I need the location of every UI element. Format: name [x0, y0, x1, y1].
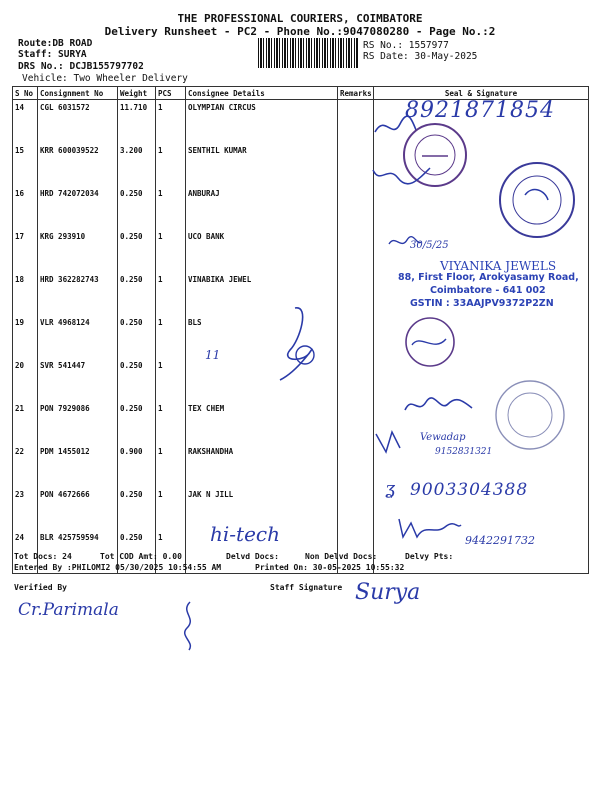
barcode	[258, 38, 358, 68]
drs-number: DRS No.: DCJB155797702	[18, 61, 144, 72]
row24-name-handwritten: hi-tech	[210, 522, 280, 546]
col-pcs: PCS	[156, 87, 186, 100]
sno: 15	[13, 143, 38, 186]
pcs: 1	[156, 272, 186, 315]
consignee: JAK N JILL	[186, 487, 338, 530]
rs-date: RS Date: 30-May-2025	[363, 51, 478, 62]
non-delivered-docs: Non Delvd Docs:	[305, 552, 378, 561]
consignment-no: HRD 362282743	[38, 272, 118, 315]
total-cod-amount: Tot COD Amt: 0.00	[100, 552, 182, 561]
consignment-no: BLR 425759594	[38, 530, 118, 574]
seal-signature	[374, 444, 589, 487]
consignee: BLS	[186, 315, 338, 358]
remarks	[338, 315, 374, 358]
sno: 14	[13, 100, 38, 144]
remarks	[338, 100, 374, 144]
pcs: 1	[156, 100, 186, 144]
consignee: VINABIKA JEWEL	[186, 272, 338, 315]
pcs: 1	[156, 315, 186, 358]
seal-signature	[374, 315, 589, 358]
seal-signature	[374, 272, 589, 315]
row23-sig-mark: ʓ	[385, 478, 396, 499]
consignment-no: KRG 293910	[38, 229, 118, 272]
pcs: 1	[156, 487, 186, 530]
seal-signature	[374, 229, 589, 272]
weight: 0.250	[118, 272, 156, 315]
table-row	[13, 401, 589, 444]
consignment-no: PON 4672666	[38, 487, 118, 530]
sno: 20	[13, 358, 38, 401]
consignee: UCO BANK	[186, 229, 338, 272]
weight: 0.250	[118, 401, 156, 444]
consignment-no: KRR 600039522	[38, 143, 118, 186]
verified-by-label: Verified By	[14, 583, 67, 592]
pcs: 1	[156, 186, 186, 229]
sno: 17	[13, 229, 38, 272]
pcs: 1	[156, 358, 186, 401]
consignment-no: PON 7929086	[38, 401, 118, 444]
sno: 18	[13, 272, 38, 315]
seal-signature	[374, 186, 589, 229]
runsheet-table	[12, 86, 589, 574]
entered-by: Entered By :PHILOMI2 05/30/2025 10:54:55 AM	[14, 563, 222, 572]
consignee	[186, 358, 338, 401]
consignee: OLYMPIAN CIRCUS	[186, 100, 338, 144]
weight: 0.250	[118, 358, 156, 401]
sno: 19	[13, 315, 38, 358]
weight: 0.250	[118, 487, 156, 530]
table-row	[13, 315, 589, 358]
row22-phone-handwritten: 9152831321	[435, 447, 493, 457]
delivered-docs: Delvd Docs:	[226, 552, 279, 561]
consignee: ANBURAJ	[186, 186, 338, 229]
consignment-no: PDM 1455012	[38, 444, 118, 487]
seal-signature	[374, 358, 589, 401]
weight: 0.250	[118, 315, 156, 358]
seal-signature	[374, 487, 589, 530]
col-weight: Weight	[118, 87, 156, 100]
table-row	[13, 186, 589, 229]
sno: 22	[13, 444, 38, 487]
table-header-row	[13, 87, 589, 100]
remarks	[338, 143, 374, 186]
row18-stamp-city: Coimbatore - 641 002	[430, 285, 546, 296]
remarks	[338, 358, 374, 401]
verifier-initial-scribble	[175, 598, 205, 653]
company-title: THE PROFESSIONAL COURIERS, COIMBATORE	[177, 12, 423, 25]
remarks	[338, 272, 374, 315]
table-row	[13, 444, 589, 487]
vehicle: Vehicle: Two Wheeler Delivery	[22, 73, 188, 84]
remarks	[338, 444, 374, 487]
consignee: SENTHIL KUMAR	[186, 143, 338, 186]
remarks	[338, 401, 374, 444]
weight: 0.250	[118, 530, 156, 574]
remarks	[338, 229, 374, 272]
weight: 0.250	[118, 186, 156, 229]
pcs: 1	[156, 530, 186, 574]
weight: 3.200	[118, 143, 156, 186]
route: Route:DB ROAD	[18, 38, 93, 49]
table-row	[13, 143, 589, 186]
sno: 21	[13, 401, 38, 444]
col-seal: Seal & Signature	[374, 87, 589, 100]
staff-signature-label: Staff Signature	[270, 583, 343, 592]
remarks	[338, 186, 374, 229]
delivery-points: Delvy Pts:	[405, 552, 454, 561]
seal-signature	[374, 143, 589, 186]
sno: 24	[13, 530, 38, 574]
verified-by-signature: Cr.Parimala	[18, 600, 119, 620]
col-consignment: Consignment No	[38, 87, 118, 100]
seal-signature	[374, 100, 589, 144]
staff-signature: Surya	[355, 580, 421, 605]
table-row	[13, 358, 589, 401]
runsheet-subtitle: Delivery Runsheet - PC2 - Phone No.:9047080280 - Page No.:2	[104, 25, 496, 38]
staff: Staff: SURYA	[18, 49, 87, 60]
table-row	[13, 272, 589, 315]
pcs: 1	[156, 444, 186, 487]
consignee: TEX CHEM	[186, 401, 338, 444]
table-row	[13, 487, 589, 530]
pcs: 1	[156, 143, 186, 186]
row20-mark-handwritten: 11	[205, 348, 221, 362]
row18-stamp-name: VIYANIKA JEWELS	[440, 259, 557, 273]
row23-phone-handwritten: 9003304388	[410, 480, 529, 500]
row14-phone-handwritten: 8921871854	[405, 98, 555, 123]
row17-date-handwritten: 30/5/25	[410, 240, 449, 251]
col-sno: S No	[13, 87, 38, 100]
total-docs: Tot Docs: 24	[14, 552, 72, 561]
row24-phone-handwritten: 9442291732	[465, 534, 535, 547]
rs-number: RS No.: 1557977	[363, 40, 449, 51]
sno: 23	[13, 487, 38, 530]
consignment-no: CGL 6031572	[38, 100, 118, 144]
sno: 16	[13, 186, 38, 229]
remarks	[338, 487, 374, 530]
consignment-no: SVR 541447	[38, 358, 118, 401]
pcs: 1	[156, 229, 186, 272]
weight: 0.900	[118, 444, 156, 487]
table-row	[13, 229, 589, 272]
consignment-no: VLR 4968124	[38, 315, 118, 358]
consignment-no: HRD 742072034	[38, 186, 118, 229]
row18-stamp-gstin: GSTIN : 33AAJPV9372P2ZN	[410, 298, 554, 309]
table-row	[13, 100, 589, 144]
col-remarks: Remarks	[338, 87, 374, 100]
col-consignee: Consignee Details	[186, 87, 338, 100]
weight: 0.250	[118, 229, 156, 272]
row18-stamp-address: 88, First Floor, Arokyasamy Road,	[398, 272, 579, 283]
seal-signature	[374, 401, 589, 444]
row22-name-handwritten: Vewadap	[420, 432, 466, 443]
consignee: RAKSHANDHA	[186, 444, 338, 487]
printed-on: Printed On: 30-05-2025 10:55:32	[255, 563, 405, 572]
pcs: 1	[156, 401, 186, 444]
weight: 11.710	[118, 100, 156, 144]
